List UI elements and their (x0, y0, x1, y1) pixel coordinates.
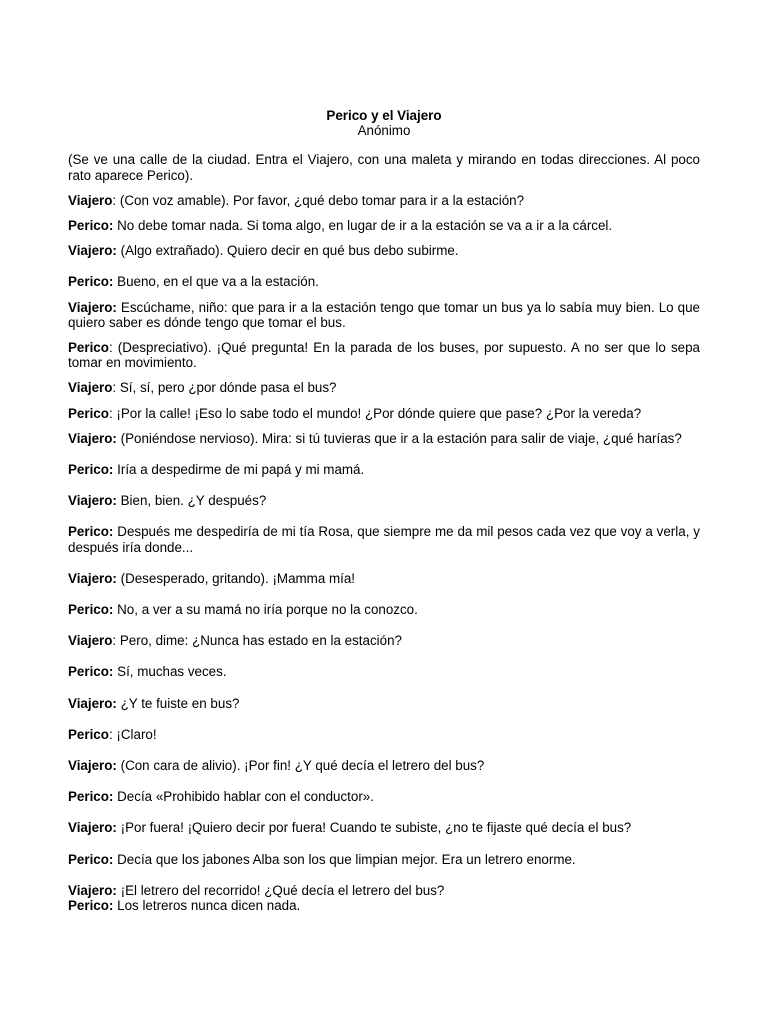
speaker-name: Perico: (68, 462, 114, 478)
line-text: Escúchame, niño: que para ir a la estación tengo que tomar un bus ya lo sabía muy bien. Lo que quiero saber es dónde tengo que tomar el bus. (68, 299, 700, 330)
line-text: ¿Y te fuiste en bus? (120, 695, 240, 711)
line-text: ¡Claro! (116, 726, 157, 742)
dialogue-line (68, 218, 700, 233)
speaker-name: Viajero: (68, 570, 117, 586)
dialogue-line: Perico: (Despreciativo). ¡Qué pregunta! En la parada de los buses, por supuesto. A no ser que lo sepa tomar en movimiento. (68, 340, 700, 371)
dialogue-line (68, 820, 700, 835)
dialogue-line (68, 898, 700, 913)
speaker-name: Viajero: (68, 695, 117, 711)
dialogue-line: Perico: ¡Claro! (68, 726, 157, 742)
speaker-name: Perico: (68, 274, 114, 290)
line-text: (Poniéndose nervioso). Mira: si tú tuvieras que ir a la estación para salir de viaje, ¿qué harías? (120, 430, 682, 446)
speaker-name: Perico: (68, 524, 114, 540)
dialogue-line (68, 789, 700, 804)
title-block (68, 108, 700, 138)
line-text: Bueno, en el que va a la estación. (117, 274, 319, 290)
speaker-name: Perico: (68, 664, 114, 680)
dialogue-line (68, 696, 700, 711)
stage-direction-intro: (Se ve una calle de la ciudad. Entra el Viajero, con una maleta y mirando en todas direcciones. Al poco rato aparece Perico). (68, 152, 700, 183)
speaker-name: Perico (68, 726, 109, 742)
line-text: Pero, dime: ¿Nunca has estado en la estación? (119, 633, 402, 649)
line-text: ¡Por fuera! ¡Quiero decir por fuera! Cuando te subiste, ¿no te fijaste qué decía el bus? (120, 820, 632, 836)
speaker-name: Perico: (68, 789, 114, 805)
speaker-name: Perico: (68, 851, 114, 867)
speaker-name: Viajero: (68, 299, 117, 315)
dialogue-line (68, 431, 700, 446)
line-text: No debe tomar nada. Si toma algo, en lugar de ir a la estación se va a ir a la cárcel. (117, 218, 613, 234)
dialogue-line (68, 524, 700, 554)
dialogue-line (68, 462, 700, 477)
speaker-name: Perico: (68, 218, 114, 234)
speaker-name: Viajero: (68, 820, 117, 836)
line-text: ¡El letrero del recorrido! ¿Qué decía el letrero del bus? (120, 882, 445, 898)
dialogue-line (68, 274, 700, 289)
line-text: Iría a despedirme de mi papá y mi mamá. (117, 462, 365, 478)
speaker-name: Perico: (68, 898, 114, 914)
dialogue-line: Viajero: (Con voz amable). Por favor, ¿qué debo tomar para ir a la estación? (68, 192, 525, 208)
document-page (68, 108, 700, 913)
dialogue-line: Perico: ¡Por la calle! ¡Eso lo sabe todo el mundo! ¿Por dónde quiere que pase? ¿Por la vereda? (68, 405, 642, 421)
line-text: (Con cara de alivio). ¡Por fin! ¿Y qué decía el letrero del bus? (120, 758, 485, 774)
dialogue-line (68, 664, 700, 679)
speaker-name: Viajero: (68, 493, 117, 509)
dialogue-line (68, 852, 700, 867)
document-title: Perico y el Viajero (326, 108, 442, 123)
dialogue-line: Viajero: Sí, sí, pero ¿por dónde pasa el bus? (68, 380, 337, 396)
line-text: Después me despediría de mi tía Rosa, que siempre me da mil pesos cada vez que voy a verla, y después iría donde... (68, 524, 700, 555)
dialogue-line (68, 300, 700, 330)
line-text: Decía que los jabones Alba son los que limpian mejor. Era un letrero enorme. (117, 851, 576, 867)
document-author: Anónimo (357, 123, 411, 139)
line-text: Bien, bien. ¿Y después? (120, 493, 267, 509)
line-text: (Algo extrañado). Quiero decir en qué bus debo subirme. (120, 243, 459, 259)
line-text: Sí, sí, pero ¿por dónde pasa el bus? (119, 380, 337, 396)
line-text: (Con voz amable). Por favor, ¿qué debo tomar para ir a la estación? (119, 192, 525, 208)
line-text: (Despreciativo). ¡Qué pregunta! En la parada de los buses, por supuesto. A no ser que lo sepa tomar en movimiento. (68, 340, 700, 371)
line-text: Sí, muchas veces. (117, 664, 227, 680)
speaker-name: Viajero: (68, 430, 117, 446)
line-text: (Desesperado, gritando). ¡Mamma mía! (120, 570, 356, 586)
speaker-name: Viajero (68, 633, 113, 649)
dialogue-line: Viajero: Pero, dime: ¿Nunca has estado en la estación? (68, 633, 402, 649)
speaker-name: Perico (68, 340, 109, 356)
dialogue-line (68, 602, 700, 617)
speaker-name: Viajero: (68, 243, 117, 259)
speaker-name: Viajero (68, 380, 113, 396)
speaker-name: Perico: (68, 602, 114, 618)
line-text: Los letreros nunca dicen nada. (117, 898, 301, 914)
speaker-name: Perico (68, 405, 109, 421)
dialogue-line (68, 758, 700, 773)
dialogue-line (68, 883, 700, 898)
speaker-name: Viajero: (68, 758, 117, 774)
line-text: No, a ver a su mamá no iría porque no la conozco. (117, 602, 418, 618)
dialogue-line (68, 571, 700, 586)
dialogue-line (68, 493, 700, 508)
speaker-name: Viajero: (68, 882, 117, 898)
line-text: ¡Por la calle! ¡Eso lo sabe todo el mundo! ¿Por dónde quiere que pase? ¿Por la vereda? (116, 405, 642, 421)
dialogue-line (68, 243, 700, 258)
speaker-name: Viajero (68, 192, 113, 208)
line-text: Decía «Prohibido hablar con el conductor». (117, 789, 374, 805)
dialogue (68, 193, 700, 913)
